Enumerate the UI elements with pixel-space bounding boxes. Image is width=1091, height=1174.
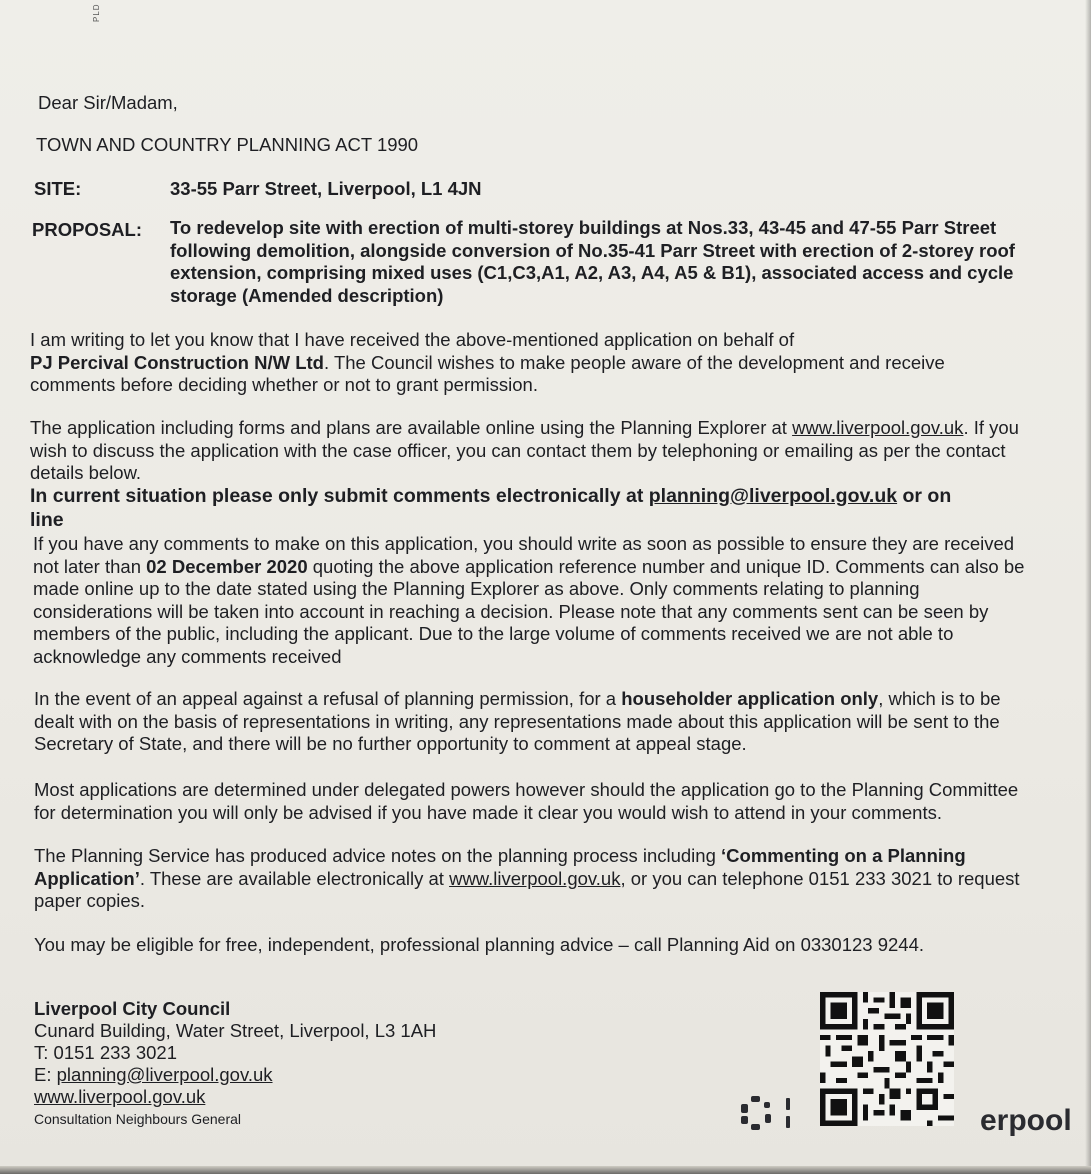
council-phone: T: 0151 233 3021 bbox=[34, 1042, 177, 1063]
comments-line: If you have any comments to make on this application, you should write as soon as possible to ensure they are received bbox=[33, 533, 1015, 554]
proposal-line: To redevelop site with erection of multi-storey buildings at Nos.33, 43-45 and 47-55 Parr Street bbox=[170, 217, 997, 238]
council-address: Cunard Building, Water Street, Liverpool, L3 1AH bbox=[34, 1020, 437, 1041]
advice-line: Application’. These are available electronically at www.liverpool.gov.uk, or you can telephone 0151 233 3021 to request bbox=[34, 867, 1020, 889]
council-logo-icon bbox=[737, 1092, 797, 1132]
intro-line: PJ Percival Construction N/W Ltd. The Council wishes to make people aware of the development and receive bbox=[30, 351, 945, 373]
planning-aid-note: You may be eligible for free, independent, professional planning advice – call Planning Aid on 0330123 9244. bbox=[34, 934, 925, 955]
appeal-line: In the event of an appeal against a refusal of planning permission, for a householder application only, which is to be bbox=[34, 688, 1001, 709]
site-address: 33-55 Parr Street, Liverpool, L1 4JN bbox=[170, 178, 482, 199]
householder-emphasis: householder application only bbox=[621, 688, 879, 709]
electronic-comments-notice bbox=[30, 484, 951, 532]
info-line: The application including forms and plans are available online using the Planning Explorer at www.liverpool.gov.uk. If you bbox=[30, 417, 1019, 438]
comments-line: considerations will be taken into account in reaching a decision. Please note that any comments sent can be seen by bbox=[33, 600, 989, 622]
deadline-date: 02 December 2020 bbox=[146, 555, 308, 577]
intro-line: comments before deciding whether or not to grant permission. bbox=[30, 374, 538, 395]
comments-line: members of the public, including the applicant. Due to the large volume of comments received we are not able to bbox=[33, 623, 954, 644]
act-title: TOWN AND COUNTRY PLANNING ACT 1990 bbox=[36, 134, 419, 155]
council-logo-wordmark: erpool bbox=[980, 1104, 1072, 1137]
council-email: E: planning@liverpool.gov.uk bbox=[34, 1064, 273, 1085]
site-label: SITE: bbox=[34, 178, 82, 199]
delegated-powers-paragraph bbox=[34, 779, 1018, 824]
applicant-name: PJ Percival Construction N/W Ltd bbox=[30, 351, 324, 373]
email-link[interactable]: planning@liverpool.gov.uk bbox=[648, 485, 898, 507]
info-line: details below. bbox=[30, 462, 142, 483]
header-code: PLD bbox=[92, 3, 101, 22]
salutation: Dear Sir/Madam, bbox=[38, 92, 178, 113]
appeal-line: dealt with on the basis of representations in writing, any representations made about this application will be sent to the bbox=[34, 710, 1000, 732]
delegated-line: Most applications are determined under delegated powers however should the application go to the Planning Committee bbox=[34, 779, 1019, 800]
qr-code-icon bbox=[820, 992, 954, 1126]
appeal-paragraph bbox=[34, 688, 1001, 756]
comments-line: acknowledge any comments received bbox=[33, 645, 342, 667]
council-name: Liverpool City Council bbox=[34, 998, 231, 1019]
advice-paragraph bbox=[34, 845, 1020, 913]
website-link[interactable]: www.liverpool.gov.uk bbox=[449, 867, 621, 889]
appeal-line: Secretary of State, and there will be no further opportunity to comment at appeal stage. bbox=[34, 733, 747, 754]
advice-line: paper copies. bbox=[34, 890, 146, 911]
proposal-label: PROPOSAL: bbox=[32, 219, 142, 240]
notice-line: line bbox=[30, 509, 64, 531]
advice-title: ‘Commenting on a Planning bbox=[721, 845, 966, 866]
comments-line: not later than 02 December 2020 quoting the above application reference number and unique ID. Comments can also be bbox=[33, 555, 1025, 577]
notice-line: In current situation please only submit comments electronically at planning@liverpool.gov.uk or on bbox=[30, 485, 952, 507]
intro-line: I am writing to let you know that I have received the above-mentioned application on behalf of bbox=[30, 329, 795, 350]
consultation-ref: Consultation Neighbours General bbox=[34, 1111, 242, 1127]
comments-line: made online up to the date stated using the Planning Explorer as above. Only comments relating to planning bbox=[33, 578, 920, 599]
info-line: wish to discuss the application with the case officer, you can contact them by telephoning or emailing as per the contact bbox=[30, 439, 1006, 461]
proposal-description bbox=[170, 217, 1015, 307]
website-link[interactable]: www.liverpool.gov.uk bbox=[792, 417, 964, 438]
council-website-link[interactable]: www.liverpool.gov.uk bbox=[34, 1086, 206, 1107]
proposal-line: extension, comprising mixed uses (C1,C3,A1, A2, A3, A4, A5 & B1), associated access and cycle bbox=[170, 262, 1014, 283]
advice-line: The Planning Service has produced advice notes on the planning process including ‘Commenting on a Planning bbox=[34, 845, 966, 866]
council-email-link[interactable]: planning@liverpool.gov.uk bbox=[56, 1064, 273, 1085]
proposal-line: following demolition, alongside conversion of No.35-41 Parr Street with erection of 2-storey roof bbox=[170, 239, 1015, 261]
application-info-paragraph bbox=[30, 417, 1019, 485]
page-shadow bbox=[1085, 0, 1091, 1174]
page-bottom-edge bbox=[0, 1166, 1091, 1174]
comments-paragraph bbox=[33, 533, 1024, 668]
council-contact-block bbox=[34, 998, 436, 1130]
proposal-line: storage (Amended description) bbox=[170, 284, 444, 306]
intro-paragraph bbox=[30, 329, 945, 397]
advice-title-cont: Application’ bbox=[34, 867, 140, 889]
delegated-line: for determination you will only be advised if you have made it clear you would wish to attend in your comments. bbox=[34, 801, 942, 823]
